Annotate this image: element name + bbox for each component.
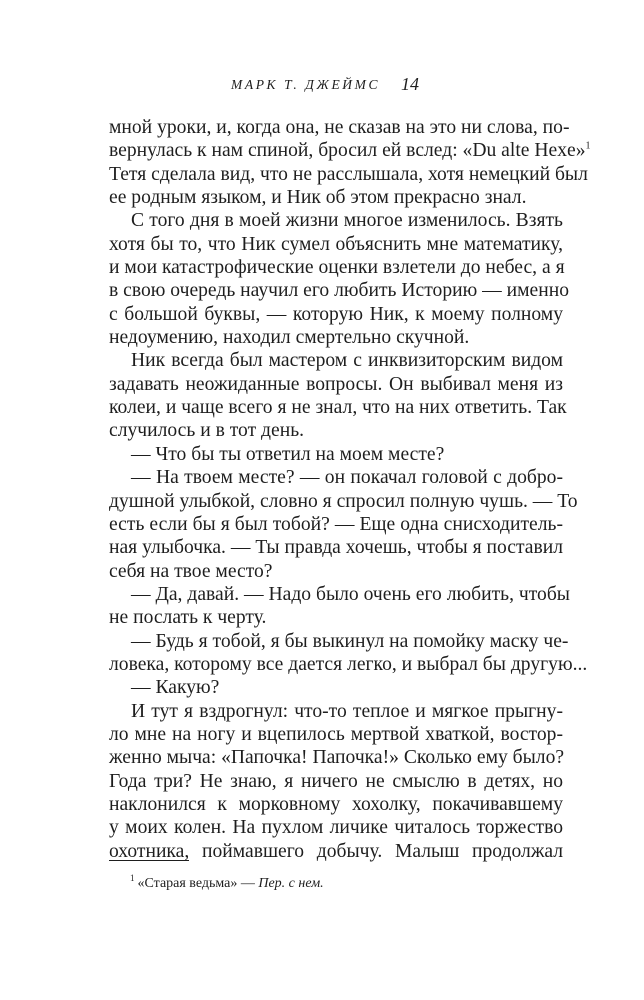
page-header	[0, 75, 644, 99]
text-line	[109, 233, 563, 256]
text-line	[109, 303, 563, 326]
text-line-content: мной уроки, и, когда она, не сказав на это ни слова, по-	[109, 117, 570, 138]
text-line-content: — Да, давай. — Надо было очень его любить, чтобы	[131, 583, 570, 605]
text-line	[109, 419, 563, 442]
text-line	[109, 793, 563, 816]
text-line-content: колеи, и чаще всего я не знал, что на них ответить. Так	[109, 397, 567, 419]
text-line	[109, 700, 563, 723]
text-line-content: — На твоем месте? — он покачал головой с добро-	[131, 467, 563, 489]
text-line-content: Тетя сделала вид, что не расслышала, хотя немецкий был	[109, 163, 588, 185]
text-line	[109, 349, 563, 372]
text-line	[109, 396, 567, 419]
text-line	[109, 606, 563, 629]
text-line	[109, 209, 563, 232]
footnote-divider	[109, 860, 189, 861]
text-line	[109, 560, 563, 583]
text-line-content: женно мыча: «Папочка! Папочка!» Сколько ему было?	[109, 747, 565, 769]
footnote-reference: 1	[585, 140, 591, 152]
text-line	[109, 443, 563, 466]
text-line-content: Ник всегда был мастером с инквизиторским видом	[131, 350, 563, 372]
footnote-text: «Старая ведьма» —	[137, 876, 259, 891]
text-line	[109, 279, 569, 302]
text-line-content: ловека, которому все дается легко, и выбрал бы другую...	[109, 653, 588, 675]
text-line	[109, 630, 569, 653]
text-line-content: И тут я вздрогнул: что-то теплое и мягкое прыгну-	[131, 700, 563, 722]
text-line-content: душной улыбкой, словно я спросил полную чушь. — То	[109, 490, 578, 512]
text-line-content: недоумению, находил смертельно скучной.	[109, 327, 470, 349]
text-line	[109, 583, 570, 606]
text-line	[109, 490, 578, 513]
text-line-content: вернулась к нам спиной, бросил ей вслед: «Du alte Hexe»	[109, 140, 586, 162]
text-line-content: не послать к черту.	[109, 607, 267, 629]
text-line	[109, 746, 563, 769]
text-line-content: охотника, поймавшего добычу. Малыш продолжал	[109, 840, 563, 862]
page-number: 14	[401, 74, 419, 94]
running-head: МАРК Т. ДЖЕЙМС	[231, 77, 381, 92]
text-line-content: Года три? Не знаю, я ничего не смыслю в детях, но	[109, 770, 563, 792]
text-line-content: — Что бы ты ответил на моем месте?	[131, 443, 445, 465]
text-line	[109, 139, 591, 162]
text-line	[109, 373, 563, 396]
text-line	[109, 816, 563, 839]
text-line-content: в свою очередь научил его любить Историю — именно	[109, 280, 569, 302]
text-line	[109, 653, 588, 676]
footnote	[130, 875, 324, 893]
text-line	[109, 676, 563, 699]
text-line-content: с большой буквы, — которую Ник, к моему полному	[109, 303, 563, 325]
text-line-content: хотя бы то, что Ник сумел объяснить мне математику,	[109, 233, 563, 255]
text-line-content: наклонился к морковному хохолку, покачивавшему	[109, 793, 563, 815]
text-line	[109, 163, 588, 186]
text-line-content: и мои катастрофические оценки взлетели до небес, а я	[109, 257, 565, 279]
text-line-content: есть если бы я был тобой? — Еще одна снисходитель-	[109, 513, 563, 535]
text-line	[109, 770, 563, 793]
text-line	[109, 466, 563, 489]
text-line-content: С того дня в моей жизни многое изменилось. Взять	[131, 210, 563, 232]
footnote-attribution: Пер. с нем.	[258, 876, 324, 891]
text-line	[109, 256, 563, 279]
text-line-content: задавать неожиданные вопросы. Он выбивал меня из	[109, 373, 563, 395]
text-line	[109, 536, 563, 559]
text-line	[109, 723, 563, 746]
text-line	[109, 186, 563, 209]
body-text	[109, 116, 591, 863]
text-line-content: ло мне на ногу и вцепилось мертвой хваткой, востор-	[109, 723, 563, 745]
text-line-content: — Будь я тобой, я бы выкинул на помойку маску че-	[131, 630, 569, 652]
text-line-content: случилось и в тот день.	[109, 420, 305, 442]
text-line-content: ная улыбочка. — Ты правда хочешь, чтобы я поставил	[109, 537, 563, 559]
text-line-content: у моих колен. На пухлом личике читалось торжество	[109, 817, 563, 839]
text-line-content: себя на твое место?	[109, 560, 273, 582]
text-line-content: — Какую?	[131, 677, 220, 699]
text-line	[109, 116, 570, 139]
text-line	[109, 513, 563, 536]
text-line	[109, 326, 563, 349]
text-line-content: ее родным языком, и Ник об этом прекрасно знал.	[109, 187, 527, 209]
footnote-marker: 1	[130, 873, 135, 884]
